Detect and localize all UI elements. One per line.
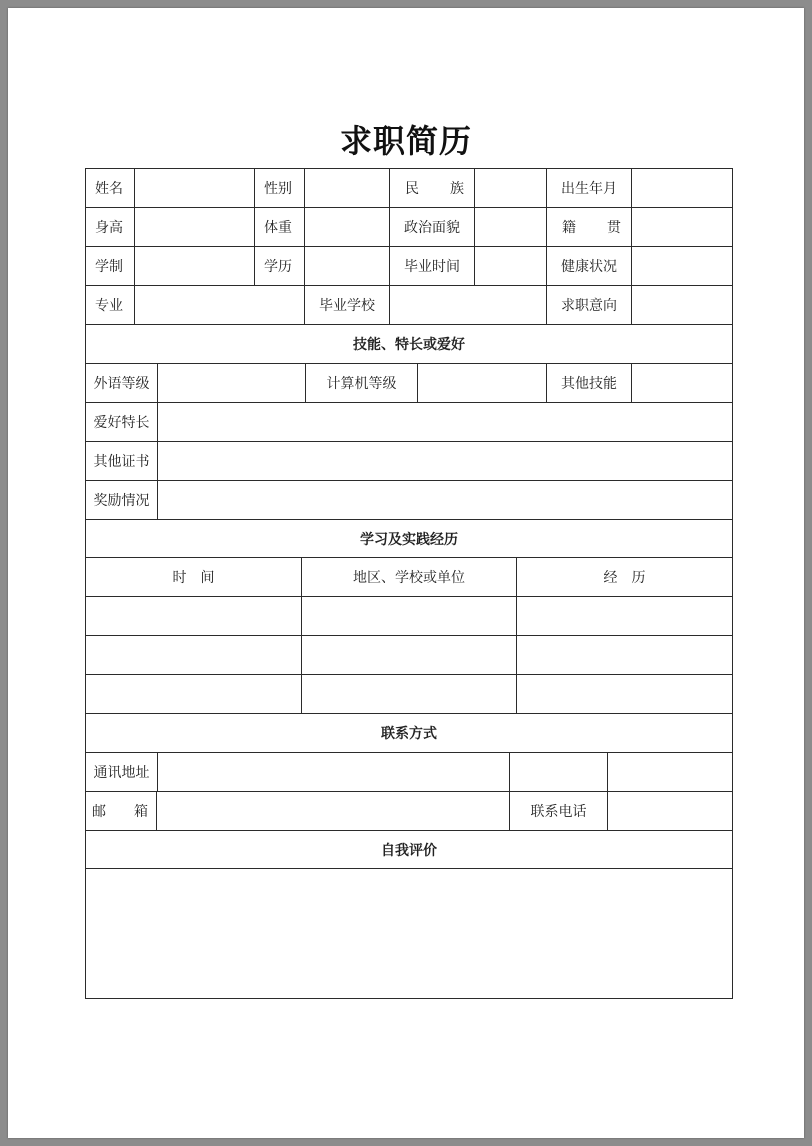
resume-page bbox=[8, 8, 804, 1138]
label-native-char-2: 贯 bbox=[607, 220, 621, 236]
resume-form-table bbox=[85, 168, 733, 999]
field-phone[interactable] bbox=[608, 792, 732, 831]
label-awards: 奖励情况 bbox=[86, 481, 158, 520]
label-ethnicity-char-2: 族 bbox=[450, 181, 464, 197]
label-native-char-1: 籍 bbox=[562, 220, 576, 236]
experience-row-3-time[interactable] bbox=[86, 675, 302, 714]
label-other-skills: 其他技能 bbox=[547, 364, 632, 403]
label-native bbox=[547, 208, 632, 247]
experience-col-detail: 经 历 bbox=[517, 558, 732, 597]
experience-row-1-detail[interactable] bbox=[517, 597, 732, 636]
label-hobbies: 爱好特长 bbox=[86, 403, 158, 442]
experience-row-2-place[interactable] bbox=[302, 636, 517, 675]
label-school: 毕业学校 bbox=[305, 286, 390, 325]
page-title: 求职简历 bbox=[339, 122, 472, 160]
label-education: 学历 bbox=[255, 247, 305, 286]
field-education[interactable] bbox=[305, 247, 390, 286]
label-height: 身高 bbox=[86, 208, 135, 247]
field-weight[interactable] bbox=[305, 208, 390, 247]
field-major[interactable] bbox=[135, 286, 305, 325]
field-native[interactable] bbox=[632, 208, 732, 247]
field-school[interactable] bbox=[390, 286, 547, 325]
label-gender: 性别 bbox=[255, 169, 305, 208]
experience-row-1-time[interactable] bbox=[86, 597, 302, 636]
experience-col-place: 地区、学校或单位 bbox=[302, 558, 517, 597]
label-major: 专业 bbox=[86, 286, 135, 325]
experience-row-2-time[interactable] bbox=[86, 636, 302, 675]
section-contact-heading: 联系方式 bbox=[86, 714, 732, 753]
label-email-char-2: 箱 bbox=[134, 804, 148, 820]
field-politics[interactable] bbox=[475, 208, 547, 247]
field-height[interactable] bbox=[135, 208, 255, 247]
field-address-extra-1[interactable] bbox=[510, 753, 608, 792]
field-self-eval[interactable] bbox=[86, 869, 732, 998]
field-health[interactable] bbox=[632, 247, 732, 286]
label-grad-time: 毕业时间 bbox=[390, 247, 475, 286]
field-schooling[interactable] bbox=[135, 247, 255, 286]
label-health: 健康状况 bbox=[547, 247, 632, 286]
field-birth[interactable] bbox=[632, 169, 732, 208]
field-certificates[interactable] bbox=[158, 442, 732, 481]
field-computer-level[interactable] bbox=[418, 364, 547, 403]
label-ethnicity-char-1: 民 bbox=[405, 181, 419, 197]
field-other-skills[interactable] bbox=[632, 364, 732, 403]
label-schooling: 学制 bbox=[86, 247, 135, 286]
label-phone: 联系电话 bbox=[510, 792, 608, 831]
label-ethnicity bbox=[390, 169, 475, 208]
experience-row-3-place[interactable] bbox=[302, 675, 517, 714]
section-self-eval-heading: 自我评价 bbox=[86, 831, 732, 869]
experience-row-1-place[interactable] bbox=[302, 597, 517, 636]
experience-row-2-detail[interactable] bbox=[517, 636, 732, 675]
field-language-level[interactable] bbox=[158, 364, 306, 403]
label-certificates: 其他证书 bbox=[86, 442, 158, 481]
field-intention[interactable] bbox=[632, 286, 732, 325]
field-email[interactable] bbox=[157, 792, 510, 831]
field-ethnicity[interactable] bbox=[475, 169, 547, 208]
label-intention: 求职意向 bbox=[547, 286, 632, 325]
field-address-extra-2[interactable] bbox=[608, 753, 732, 792]
label-address: 通讯地址 bbox=[86, 753, 158, 792]
label-email bbox=[86, 792, 157, 831]
label-weight: 体重 bbox=[255, 208, 305, 247]
field-gender[interactable] bbox=[305, 169, 390, 208]
experience-col-time: 时 间 bbox=[86, 558, 302, 597]
section-skills-heading: 技能、特长或爱好 bbox=[86, 325, 732, 364]
label-birth: 出生年月 bbox=[547, 169, 632, 208]
field-address[interactable] bbox=[158, 753, 510, 792]
field-grad-time[interactable] bbox=[475, 247, 547, 286]
label-politics: 政治面貌 bbox=[390, 208, 475, 247]
label-language-level: 外语等级 bbox=[86, 364, 158, 403]
field-hobbies[interactable] bbox=[158, 403, 732, 442]
field-awards[interactable] bbox=[158, 481, 732, 520]
section-experience-heading: 学习及实践经历 bbox=[86, 520, 732, 558]
experience-row-3-detail[interactable] bbox=[517, 675, 732, 714]
field-name[interactable] bbox=[135, 169, 255, 208]
label-email-char-1: 邮 bbox=[92, 804, 106, 820]
label-name: 姓名 bbox=[86, 169, 135, 208]
label-computer-level: 计算机等级 bbox=[306, 364, 418, 403]
